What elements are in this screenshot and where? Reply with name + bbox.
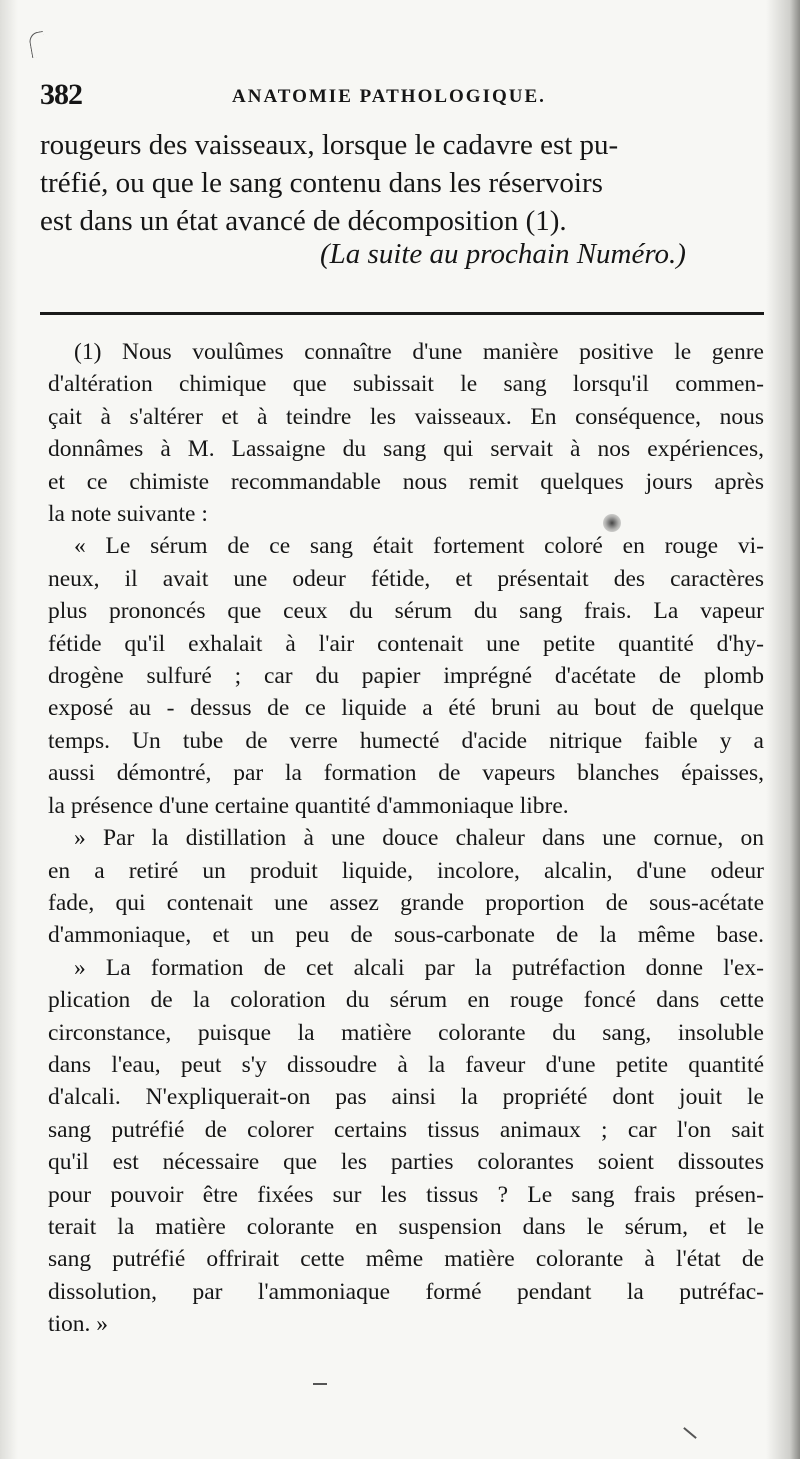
footnote-line: la présence d'une certaine quantité d'ammoniaque libre. <box>48 792 569 819</box>
footnote <box>48 336 764 1341</box>
main-text <box>40 126 760 240</box>
continuation-note: (La suite au prochain Numéro.) <box>320 238 686 270</box>
footnote-line: plus prononcés que ceux du sérum du sang frais. La vapeur <box>48 598 764 625</box>
footnote-line: çait à s'altérer et à teindre les vaisseaux. En conséquence, nous <box>48 403 764 430</box>
running-head: ANATOMIE PATHOLOGIQUE. <box>232 86 546 107</box>
footnote-line: « Le sérum de ce sang était fortement coloré en rouge vi- <box>74 533 764 560</box>
footnote-line: d'ammoniaque, et un peu de sous-carbonate de la même base. <box>48 922 764 949</box>
footnote-line: la note suivante : <box>48 501 208 528</box>
footnote-line: en a retiré un produit liquide, incolore, alcalin, d'une odeur <box>48 857 764 884</box>
footnote-line: neux, il avait une odeur fétide, et présentait des caractères <box>48 565 764 592</box>
footnote-line: fétide qu'il exhalait à l'air contenait une petite quantité d'hy- <box>48 630 764 657</box>
page-edge-shadow-right <box>766 0 800 1459</box>
footnote-line: (1) Nous voulûmes connaître d'une manière positive le genre <box>74 339 764 365</box>
footnote-line: aussi démontré, par la formation de vapeurs blanches épaisses, <box>48 760 764 787</box>
footnote-line: fade, qui contenait une assez grande proportion de sous-acétate <box>48 889 764 916</box>
footnote-line: qu'il est nécessaire que les parties colorantes soient dissoutes <box>48 1149 764 1176</box>
footnote-line: dissolution, par l'ammoniaque formé pendant la putréfac- <box>48 1278 764 1305</box>
footnote-line: et ce chimiste recommandable nous remit quelques jours après <box>48 468 764 495</box>
footnote-line: terait la matière colorante en suspension dans le sérum, et le <box>48 1213 764 1240</box>
page-header <box>40 78 770 114</box>
page-number: 382 <box>40 78 82 111</box>
footnote-line: plication de la coloration du sérum en rouge foncé dans cette <box>48 987 764 1014</box>
footnote-line: » Par la distillation à une douce chaleur dans une cornue, on <box>74 825 764 852</box>
footnote-line: tion. » <box>48 1311 109 1338</box>
ink-smudge <box>603 514 621 532</box>
footnote-line: d'altération chimique que subissait le sang lorsqu'il commen- <box>48 371 764 398</box>
footnote-line: pour pouvoir être fixées sur les tissus ? Le sang frais présen- <box>48 1181 764 1208</box>
footnote-rule <box>40 312 764 315</box>
main-text-line: rougeurs des vaisseaux, lorsque le cadavre est pu- <box>40 129 619 161</box>
footnote-line: drogène sulfuré ; car du papier imprégné d'acétate de plomb <box>48 663 764 690</box>
footnote-line: donnâmes à M. Lassaigne du sang qui servait à nos expériences, <box>48 436 764 463</box>
footnote-line: circonstance, puisque la matière colorante du sang, insoluble <box>48 1019 764 1046</box>
page-edge-shadow-left <box>0 0 18 1459</box>
scan-mark <box>28 31 47 58</box>
footnote-line: temps. Un tube de verre humecté d'acide nitrique faible y a <box>48 727 764 754</box>
scan-mark <box>313 1383 327 1385</box>
scan-mark <box>683 1427 697 1439</box>
main-text-line: tréfié, ou que le sang contenu dans les réservoirs <box>40 167 603 199</box>
footnote-line: » La formation de cet alcali par la putréfaction donne l'ex- <box>74 954 764 981</box>
footnote-line: sang putréfié offrirait cette même matière colorante à l'état de <box>48 1246 764 1273</box>
footnote-line: dans l'eau, peut s'y dissoudre à la faveur d'une petite quantité <box>48 1051 764 1078</box>
footnote-line: d'alcali. N'expliquerait-on pas ainsi la propriété dont jouit le <box>48 1084 764 1111</box>
footnote-line: exposé au - dessus de ce liquide a été bruni au bout de quelque <box>48 695 764 722</box>
main-text-line: est dans un état avancé de décomposition (1). <box>40 205 567 237</box>
footnote-line: sang putréfié de colorer certains tissus animaux ; car l'on sait <box>48 1116 764 1143</box>
